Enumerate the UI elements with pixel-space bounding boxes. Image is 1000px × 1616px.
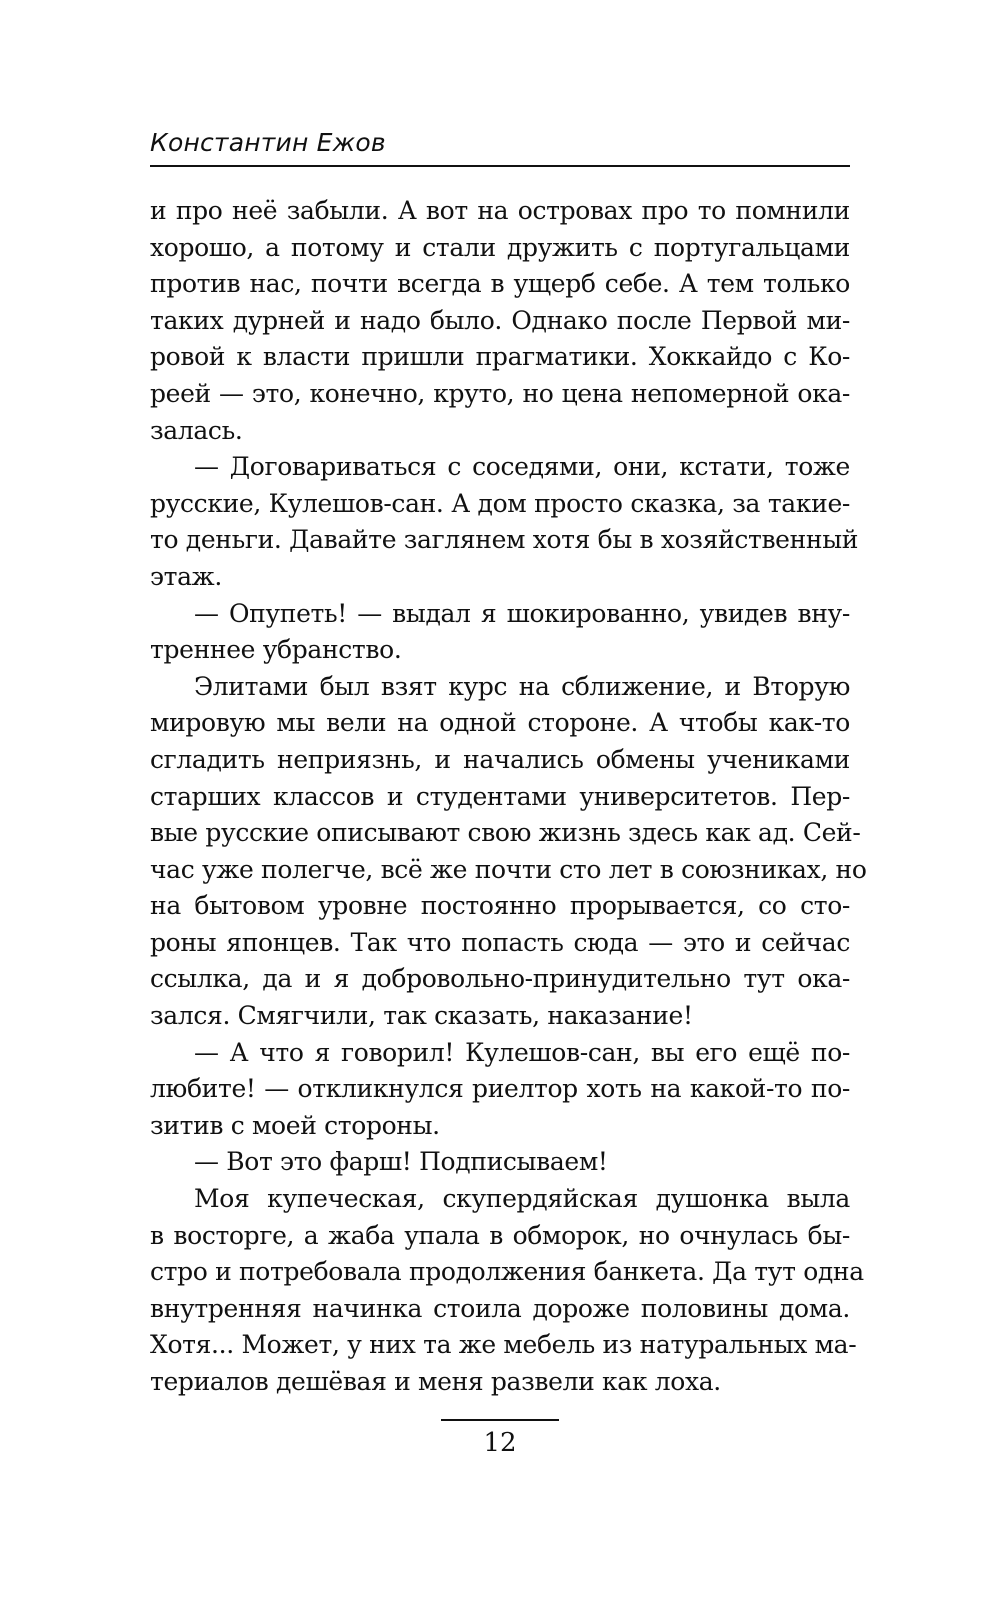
- text-line: против нас, почти всегда в ущерб себе. А тем только: [150, 269, 850, 299]
- page-number: 12: [483, 1428, 517, 1458]
- text-line: вые русские описывают свою жизнь здесь как ад. Сей-: [150, 818, 861, 848]
- text-line: этаж.: [150, 561, 222, 591]
- text-line: зался. Смягчили, так сказать, наказание!: [150, 1001, 693, 1031]
- text-line: залась.: [150, 415, 243, 445]
- text-line: роны японцев. Так что попасть сюда — это и сейчас: [150, 927, 850, 957]
- text-line: сгладить неприязнь, и начались обмены учениками: [150, 744, 850, 774]
- body-text: [150, 193, 867, 1401]
- text-line: час уже полегче, всё же почти сто лет в союзниках, но: [150, 854, 867, 884]
- text-line: в восторге, а жаба упала в обморок, но очнулась бы-: [150, 1220, 850, 1250]
- text-line: мировую мы вели на одной стороне. А чтобы как-то: [150, 708, 850, 738]
- text-line: внутренняя начинка стоила дороже половины дома.: [150, 1293, 850, 1323]
- running-head-author: Константин Ежов: [150, 128, 386, 157]
- text-line: ровой к власти пришли прагматики. Хоккайдо с Ко-: [150, 342, 850, 372]
- text-line: Хотя... Может, у них та же мебель из натуральных ма-: [150, 1330, 857, 1360]
- text-line: русские, Кулешов-сан. А дом просто сказка, за такие-: [150, 488, 850, 518]
- text-line: реей — это, конечно, круто, но цена непомерной ока-: [150, 378, 850, 408]
- text-line: хорошо, а потому и стали дружить с португальцами: [150, 232, 850, 262]
- text-line: териалов дешёвая и меня развели как лоха.: [150, 1367, 721, 1396]
- text-line: ссылка, да и я добровольно-принудительно тут ока-: [150, 964, 850, 994]
- text-line: на бытовом уровне постоянно прорывается, со сто-: [150, 891, 850, 921]
- text-line: Элитами был взят курс на сближение, и Вторую: [194, 671, 850, 701]
- text-line: зитив с моей стороны.: [150, 1110, 440, 1140]
- text-line: стро и потребовала продолжения банкета. Да тут одна: [150, 1257, 864, 1287]
- text-line: таких дурней и надо было. Однако после Первой ми-: [150, 305, 850, 335]
- text-line: — А что я говорил! Кулешов-сан, вы его ещё по-: [194, 1037, 850, 1067]
- header-rule: [150, 165, 850, 167]
- text-line: — Опупеть! — выдал я шокированно, увидев вну-: [194, 598, 850, 628]
- text-line: то деньги. Давайте заглянем хотя бы в хозяйственный: [150, 525, 859, 555]
- text-line: — Договариваться с соседями, они, кстати, тоже: [194, 452, 850, 482]
- footer-rule: [441, 1419, 559, 1421]
- text-line: Моя купеческая, скупердяйская душонка выла: [194, 1184, 850, 1214]
- text-line: и про неё забыли. А вот на островах про то помнили: [150, 196, 850, 225]
- text-line: — Вот это фарш! Подписываем!: [194, 1147, 608, 1177]
- text-line: любите! — откликнулся риелтор хоть на какой-то по-: [150, 1074, 850, 1104]
- text-line: старших классов и студентами университетов. Пер-: [150, 781, 850, 811]
- text-line: треннее убранство.: [150, 635, 402, 665]
